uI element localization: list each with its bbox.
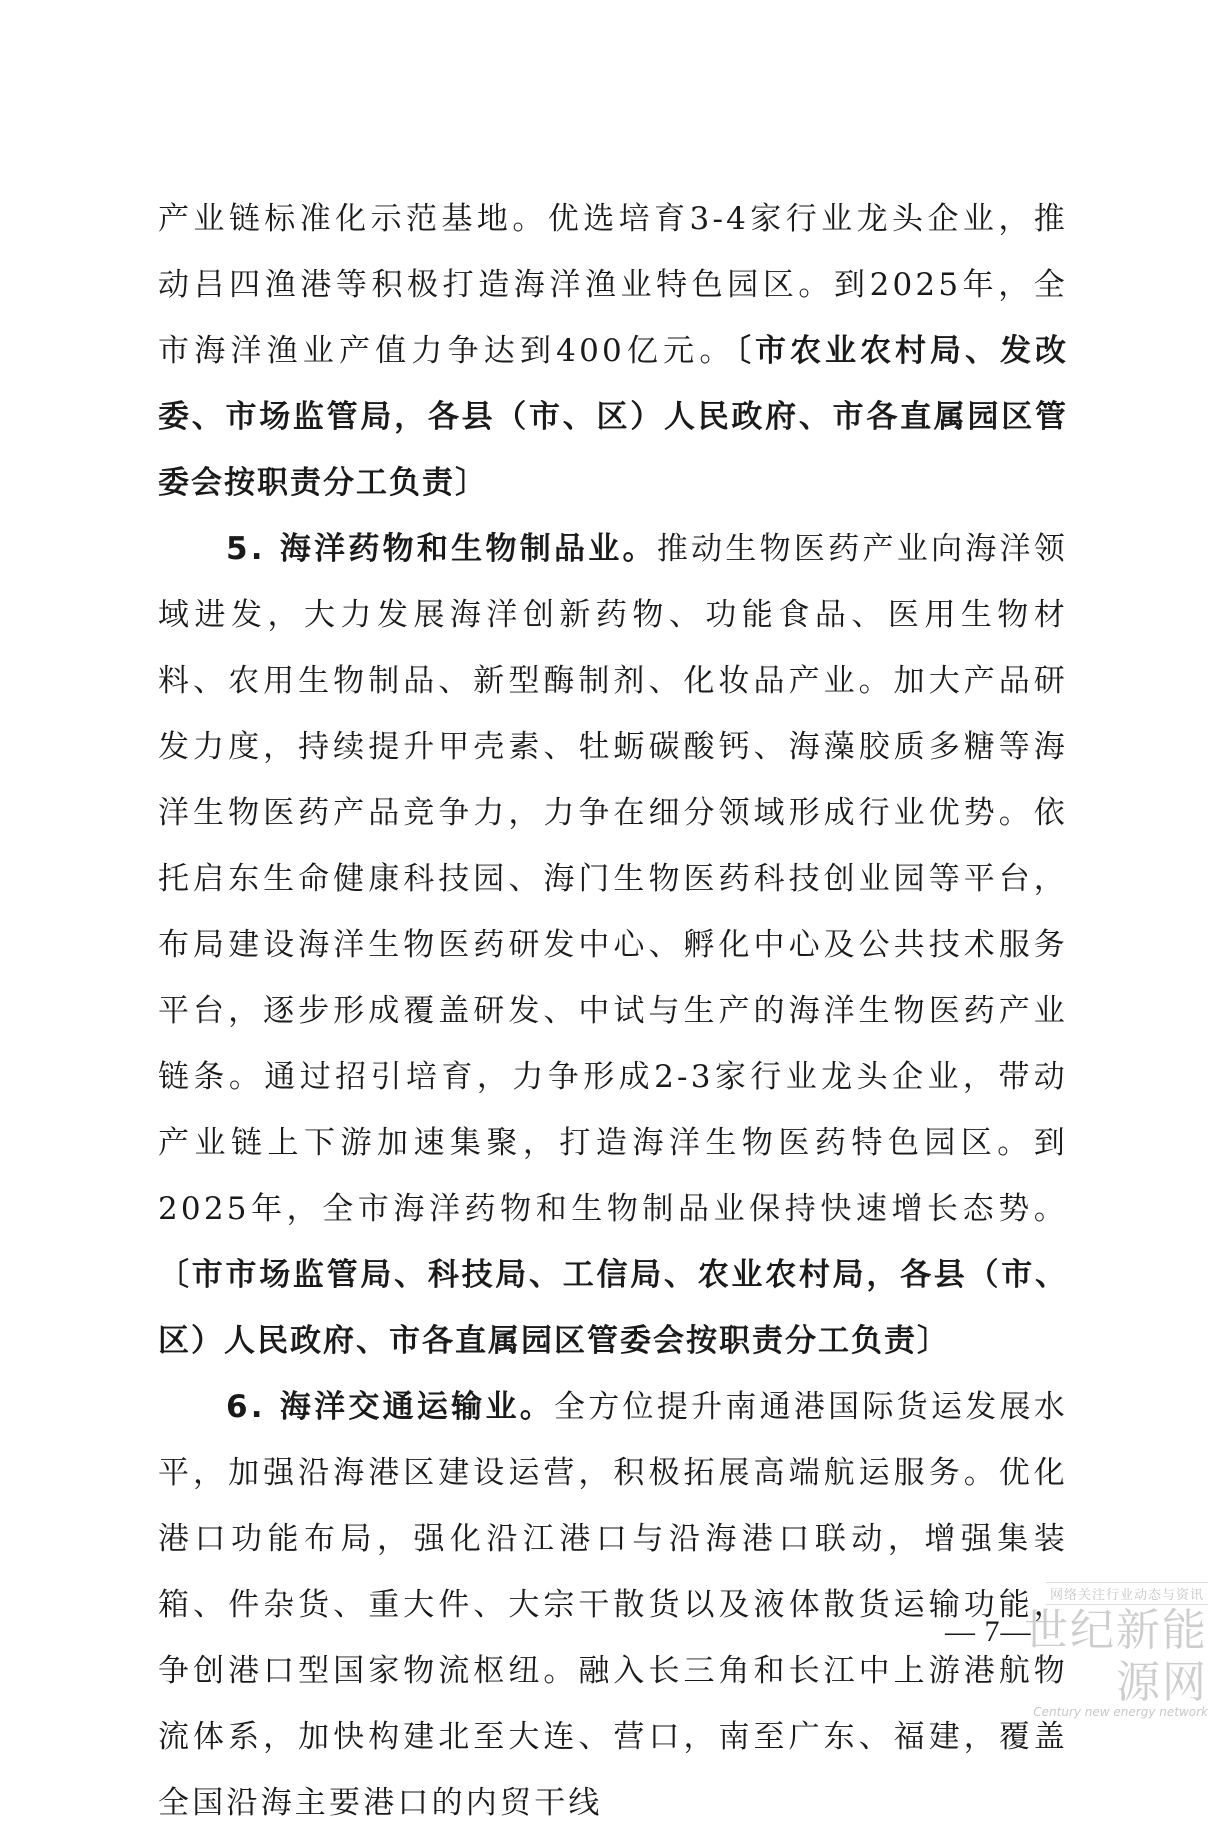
watermark-tagline: 网络关注行业动态与资讯 (1046, 1582, 1208, 1605)
paragraph-1-responsibility: 〔市农业农村局、发改委、市场监管局，各县（市、区）人民政府、市各直属园区管委会按职责分工负责〕 (158, 333, 1069, 501)
paragraph-2-text: 推动生物医药产业向海洋领域进发，大力发展海洋创新药物、功能食品、医用生物材料、农用生物制品、新型酶制剂、化妆品产业。加大产品研发力度，持续提升甲壳素、牡蛎碳酸钙、海藻胶质多糖等海洋生物医药产品竞争力，力争在细分领域形成行业优势。依托启东生命健康科技园、海门生物医药科技创业园等平台，布局建设海洋生物医药研发中心、孵化中心及公共技术服务平台，逐步形成覆盖研发、中试与生产的海洋生物医药产业链条。通过招引培育，力争形成2-3家行业龙头企业，带动产业链上下游加速集聚，打造海洋生物医药特色园区。到2025年，全市海洋药物和生物制品业保持快速增长态势。 (158, 531, 1069, 1227)
watermark-name: 世纪新能源网 (1024, 1605, 1208, 1708)
paragraph-3 (158, 1374, 1068, 1836)
paragraph-1-text: 产业链标准化示范基地。优选培育3-4家行业龙头企业，推动吕四渔港等积极打造海洋渔业特色园区。到2025年，全市海洋渔业产值力争达到400亿元。 (158, 201, 1068, 369)
paragraph-3-text: 全方位提升南通港国际货运发展水平，加强沿海港区建设运营，积极拓展高端航运服务。优化港口功能布局，强化沿江港口与沿海港口联动，增强集装箱、件杂货、重大件、大宗干散货以及液体散货运输功能，争创港口型国家物流枢纽。融入长三角和长江中上游港航物流体系，加快构建北至大连、营口，南至广东、福建，覆盖全国沿海主要港口的内贸干线 (158, 1389, 1069, 1821)
paragraph-1 (158, 186, 1068, 516)
paragraph-2 (158, 516, 1068, 1374)
section-heading-5: 5. 海洋药物和生物制品业。 (226, 531, 657, 567)
document-body (158, 186, 1068, 1836)
section-heading-6: 6. 海洋交通运输业。 (226, 1389, 554, 1425)
paragraph-2-responsibility: 〔市市场监管局、科技局、工信局、农业农村局，各县（市、区）人民政府、市各直属园区管委会按职责分工负责〕 (158, 1257, 1068, 1359)
watermark-logo (988, 1582, 1208, 1719)
page-number: — 7— (945, 1615, 1032, 1648)
watermark-subtitle: Century new energy network (1033, 1705, 1208, 1719)
